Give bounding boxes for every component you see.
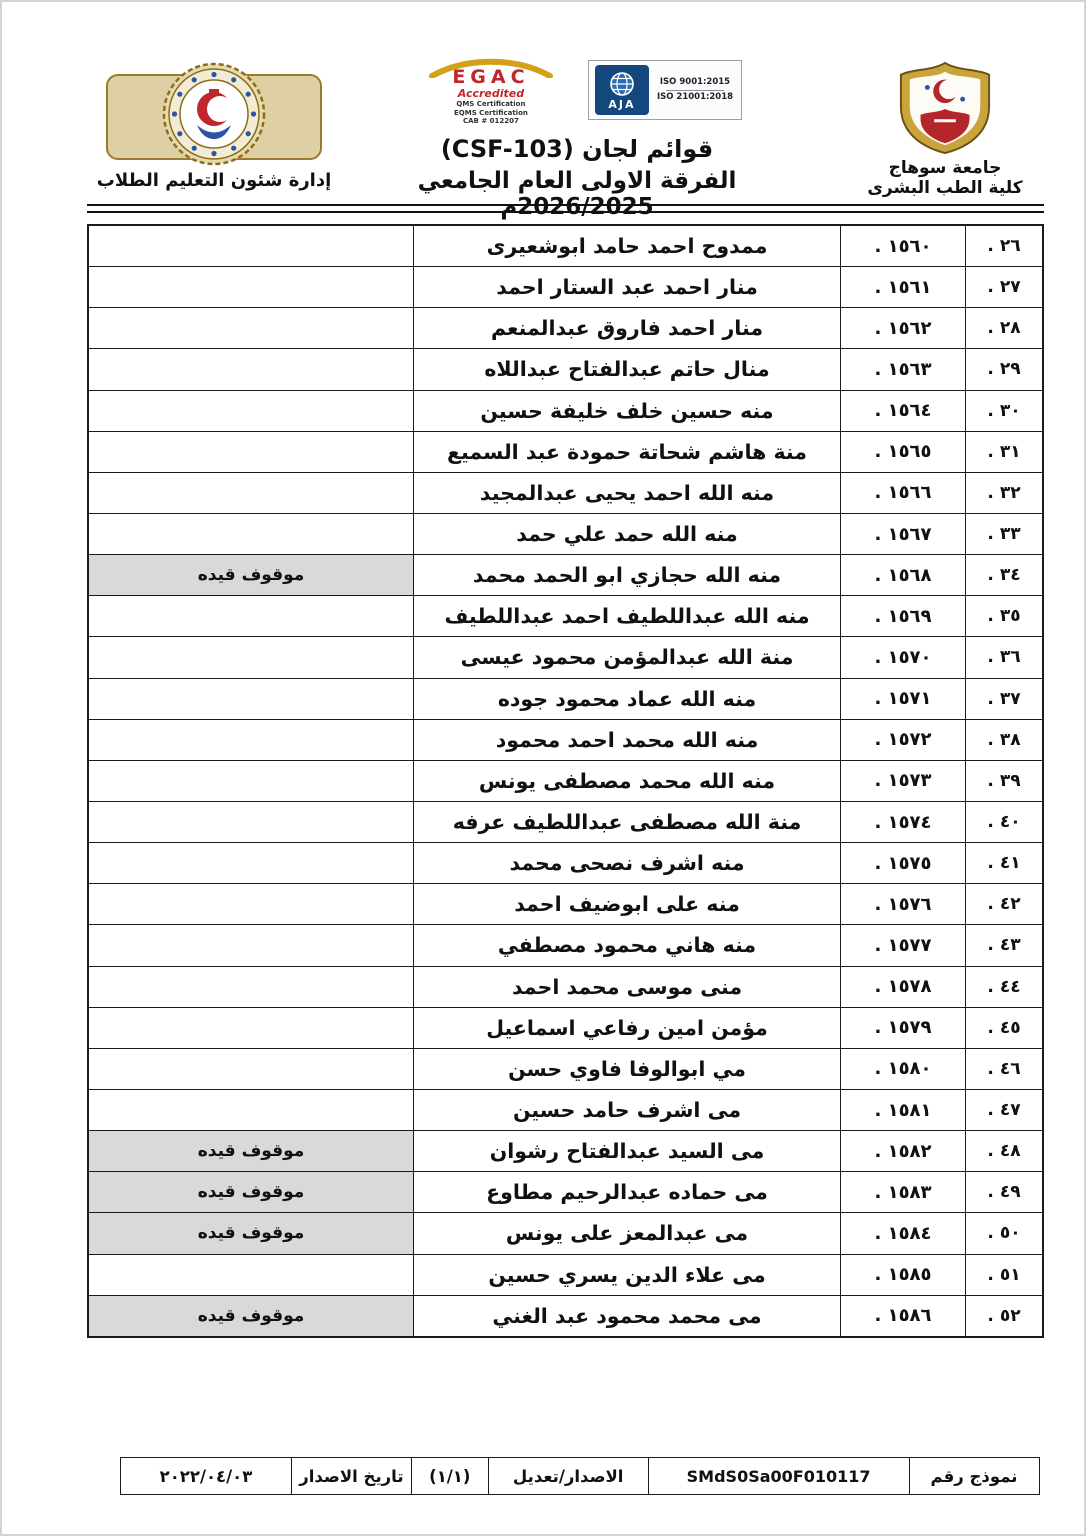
page-title: قوائم لجان (CSF-103) <box>440 135 714 163</box>
student-name: منار احمد عبد الستار احمد <box>414 267 841 307</box>
status-cell <box>89 843 414 883</box>
student-id: . ١٥٨٦ <box>841 1296 966 1336</box>
header-center-block <box>342 56 812 220</box>
table-row <box>89 1255 1042 1296</box>
table-row <box>89 967 1042 1008</box>
student-id: . ١٥٦٦ <box>841 473 966 513</box>
student-name: مى علاء الدين يسري حسين <box>414 1255 841 1295</box>
table-row <box>89 1213 1042 1254</box>
aja-iso-block <box>655 76 735 103</box>
student-name: منه الله حجازي ابو الحمد محمد <box>414 555 841 595</box>
row-number: . ٣٥ <box>987 606 1021 627</box>
egac-logo <box>412 56 570 132</box>
student-name: منه الله عماد محمود جوده <box>414 679 841 719</box>
table-row <box>89 637 1042 678</box>
egac-name: EGAC <box>452 66 530 88</box>
student-id: . ١٥٨٢ <box>841 1131 966 1171</box>
student-name: منه على ابوضيف احمد <box>414 884 841 924</box>
table-row <box>89 1172 1042 1213</box>
status-cell <box>89 884 414 924</box>
form-number-label: نموذج رقم <box>908 1457 1040 1495</box>
table-row <box>89 1090 1042 1131</box>
table-row <box>89 1131 1042 1172</box>
aja-globe-badge <box>595 65 649 115</box>
status-cell <box>89 391 414 431</box>
table-row <box>89 432 1042 473</box>
table-row <box>89 391 1042 432</box>
student-name: منه هاني محمود مصطفي <box>414 925 841 965</box>
student-name: منال حاتم عبدالفتاح عبداللاه <box>414 349 841 389</box>
student-id: . ١٥٨١ <box>841 1090 966 1130</box>
student-name: منه حسين خلف خليفة حسين <box>414 391 841 431</box>
status-cell: موقوف قيده <box>89 1213 414 1253</box>
status-cell: موقوف قيده <box>89 1131 414 1171</box>
student-name: مى محمد محمود عبد الغني <box>414 1296 841 1336</box>
row-number: . ٤١ <box>987 853 1021 874</box>
status-cell <box>89 1090 414 1130</box>
row-number: . ٤٣ <box>987 935 1021 956</box>
student-name: منة هاشم شحاتة حمودة عبد السميع <box>414 432 841 472</box>
student-name: منة الله عبدالمؤمن محمود عيسى <box>414 637 841 677</box>
row-number: . ٣٣ <box>987 524 1021 545</box>
row-number: . ٣٧ <box>987 688 1021 709</box>
table-row <box>89 761 1042 802</box>
student-name: ممدوح احمد حامد ابوشعيرى <box>414 226 841 266</box>
student-id: . ١٥٨٥ <box>841 1255 966 1295</box>
header-divider <box>87 204 1044 213</box>
status-cell <box>89 679 414 719</box>
egac-cert-line1: QMS Certification <box>456 100 526 109</box>
student-id: . ١٥٧٨ <box>841 967 966 1007</box>
student-name: منى موسى محمد احمد <box>414 967 841 1007</box>
table-row <box>89 596 1042 637</box>
egac-cert-line2: EQMS Certification <box>454 108 528 117</box>
student-id: . ١٥٦٠ <box>841 226 966 266</box>
table-row <box>89 1008 1042 1049</box>
student-name: مى السيد عبدالفتاح رشوان <box>414 1131 841 1171</box>
globe-icon <box>608 70 636 98</box>
status-cell <box>89 596 414 636</box>
table-row <box>89 720 1042 761</box>
row-number: . ٢٧ <box>987 277 1021 298</box>
student-name: مي ابوالوفا فاوي حسن <box>414 1049 841 1089</box>
status-cell: موقوف قيده <box>89 1296 414 1336</box>
department-logo-block <box>94 60 334 202</box>
student-name: منار احمد فاروق عبدالمنعم <box>414 308 841 348</box>
student-id: . ١٥٧٥ <box>841 843 966 883</box>
egac-accredited-label: Accredited <box>457 87 525 100</box>
student-id: . ١٥٦٨ <box>841 555 966 595</box>
status-cell <box>89 761 414 801</box>
row-number: . ٤٩ <box>987 1182 1021 1203</box>
student-id: . ١٥٦١ <box>841 267 966 307</box>
status-cell <box>89 308 414 348</box>
student-name: منه الله محمد احمد محمود <box>414 720 841 760</box>
student-id: . ١٥٧١ <box>841 679 966 719</box>
page-subtitle: الفرقة الاولى العام الجامعي 2026/2025م <box>417 168 737 220</box>
status-cell <box>89 925 414 965</box>
student-id: . ١٥٦٢ <box>841 308 966 348</box>
table-row <box>89 884 1042 925</box>
table-row <box>89 226 1042 267</box>
row-number: . ٣٢ <box>987 482 1021 503</box>
issue-date-label: تاريخ الاصدار <box>290 1457 412 1495</box>
accreditation-logos <box>342 56 812 134</box>
row-number: . ٣١ <box>987 441 1021 462</box>
student-name: منة الله مصطفى عبداللطيف عرفه <box>414 802 841 842</box>
row-number: . ٤٧ <box>987 1100 1021 1121</box>
row-number: . ٤٦ <box>987 1058 1021 1079</box>
student-id: . ١٥٧٦ <box>841 884 966 924</box>
table-row <box>89 679 1042 720</box>
student-id: . ١٥٦٩ <box>841 596 966 636</box>
aja-logo <box>588 60 742 120</box>
table-row <box>89 555 1042 596</box>
table-row <box>89 802 1042 843</box>
row-number: . ٣٤ <box>987 565 1021 586</box>
department-emblem-icon <box>162 62 266 166</box>
row-number: . ٣٩ <box>987 770 1021 791</box>
student-name: منه الله محمد مصطفى يونس <box>414 761 841 801</box>
student-name: منه الله عبداللطيف احمد عبداللطيف <box>414 596 841 636</box>
row-number: . ٣٨ <box>987 729 1021 750</box>
row-number: . ٢٨ <box>987 318 1021 339</box>
student-id: . ١٥٧٠ <box>841 637 966 677</box>
university-shield-icon <box>891 60 999 156</box>
status-cell <box>89 473 414 513</box>
status-cell <box>89 267 414 307</box>
row-number: . ٤٨ <box>987 1141 1021 1162</box>
student-id: . ١٥٦٤ <box>841 391 966 431</box>
status-cell <box>89 1008 414 1048</box>
student-name: مؤمن امين رفاعي اسماعيل <box>414 1008 841 1048</box>
row-number: . ٢٦ <box>987 236 1021 257</box>
student-name: مى اشرف حامد حسين <box>414 1090 841 1130</box>
status-cell <box>89 637 414 677</box>
student-id: . ١٥٨٤ <box>841 1213 966 1253</box>
student-id: . ١٥٦٥ <box>841 432 966 472</box>
student-id: . ١٥٨٠ <box>841 1049 966 1089</box>
row-number: . ٥٢ <box>987 1305 1021 1326</box>
student-name: منه الله احمد يحيى عبدالمجيد <box>414 473 841 513</box>
student-name: منه الله حمد علي حمد <box>414 514 841 554</box>
student-id: . ١٥٦٧ <box>841 514 966 554</box>
row-number: . ٥٠ <box>987 1223 1021 1244</box>
student-id: . ١٥٧٣ <box>841 761 966 801</box>
status-cell <box>89 432 414 472</box>
row-number: . ٤٤ <box>987 976 1021 997</box>
table-row <box>89 1049 1042 1090</box>
row-number: . ٤٠ <box>987 812 1021 833</box>
table-row <box>89 267 1042 308</box>
iso-21001-label: ISO 21001:2018 <box>656 91 734 102</box>
university-block <box>844 60 1046 198</box>
egac-arc-icon <box>426 56 556 78</box>
row-number: . ٥١ <box>987 1264 1021 1285</box>
table-row <box>89 473 1042 514</box>
status-cell: موقوف قيده <box>89 1172 414 1212</box>
table-row <box>89 925 1042 966</box>
status-cell <box>89 226 414 266</box>
row-number: . ٤٥ <box>987 1017 1021 1038</box>
status-cell <box>89 1255 414 1295</box>
status-cell <box>89 349 414 389</box>
student-id: . ١٥٨٣ <box>841 1172 966 1212</box>
student-id: . ١٥٦٣ <box>841 349 966 389</box>
table-row <box>89 843 1042 884</box>
iso-9001-label: ISO 9001:2015 <box>659 77 731 88</box>
status-cell <box>89 802 414 842</box>
table-row <box>89 514 1042 555</box>
department-label: إدارة شئون التعليم الطلاب <box>96 170 332 191</box>
student-id: . ١٥٧٢ <box>841 720 966 760</box>
row-number: . ٣٦ <box>987 647 1021 668</box>
student-name: منه اشرف نصحى محمد <box>414 843 841 883</box>
table-row <box>89 1296 1042 1336</box>
row-number: . ٤٢ <box>987 894 1021 915</box>
issue-label: الاصدار/تعديل <box>487 1457 649 1495</box>
status-cell <box>89 1049 414 1089</box>
status-cell <box>89 514 414 554</box>
aja-name: AJA <box>608 98 636 111</box>
egac-cab-number: CAB # 012207 <box>463 116 519 125</box>
row-number: . ٢٩ <box>987 359 1021 380</box>
status-cell <box>89 720 414 760</box>
issue-value: (١/١) <box>411 1457 489 1495</box>
student-name: مى عبدالمعز على يونس <box>414 1213 841 1253</box>
student-id: . ١٥٧٧ <box>841 925 966 965</box>
student-id: . ١٥٧٩ <box>841 1008 966 1048</box>
faculty-name: كلية الطب البشرى <box>867 178 1023 198</box>
form-number-value: SMdS0Sa00F010117 <box>648 1457 910 1495</box>
document-footer <box>120 1457 1040 1495</box>
status-cell: موقوف قيده <box>89 555 414 595</box>
issue-date-value: ٢٠٢٢/٠٤/٠٣ <box>120 1457 292 1495</box>
status-cell <box>89 967 414 1007</box>
table-row <box>89 308 1042 349</box>
student-id: . ١٥٧٤ <box>841 802 966 842</box>
student-table <box>87 224 1044 1338</box>
student-name: مى حماده عبدالرحيم مطاوع <box>414 1172 841 1212</box>
table-row <box>89 349 1042 390</box>
university-name: جامعة سوهاج <box>888 158 1002 178</box>
row-number: . ٣٠ <box>987 400 1021 421</box>
